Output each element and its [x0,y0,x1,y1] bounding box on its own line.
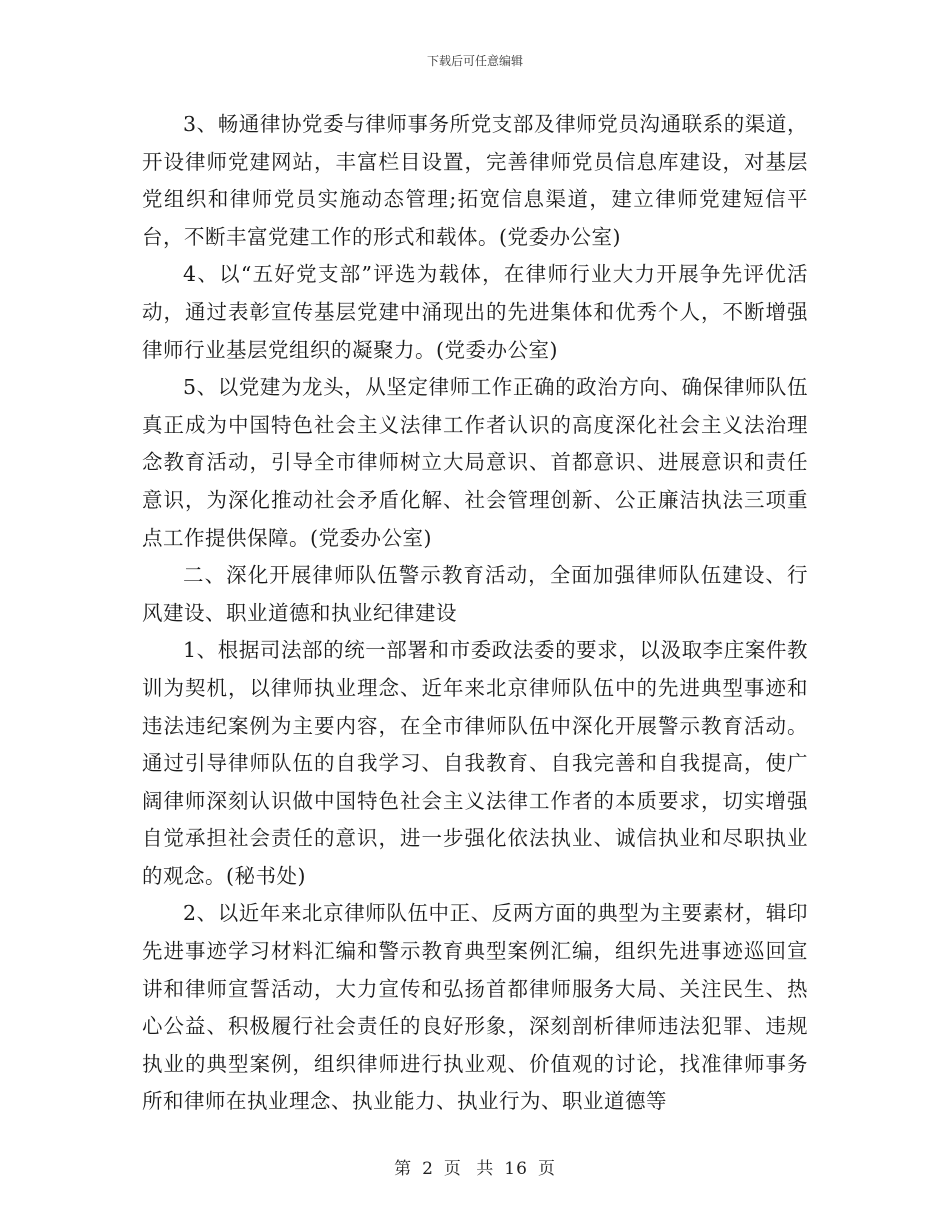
section-heading-2: 二、深化开展律师队伍警示教育活动，全面加强律师队伍建设、行风建设、职业道德和执业纪律建设 [142,563,808,625]
footer-prefix: 第 [394,1159,413,1179]
paragraph-2-typical-cases: 2、以近年来北京律师队伍中正、反两方面的典型为主要素材，辑印先进事迹学习材料汇编和警示教育典型案例汇编，组织先进事迹巡回宣讲和律师宣誓活动，大力宣传和弘扬首都律师服务大局、关注民生、热心公益、积极履行社会责任的良好形象，深刻剖析律师违法犯罪、违规执业的典型案例，组织律师进行执业观、价值观的讨论，找准律师事务所和律师在执业理念、执业能力、执业行为、职业道德等 [142,901,808,1114]
footer-middle: 页 共 [443,1159,495,1179]
header-note: 下载后可任意编辑 [426,54,523,68]
footer-suffix: 页 [537,1159,556,1179]
paragraph-4-five-good-branch: 4、以“五好党支部”评选为载体，在律师行业大力开展争先评优活动，通过表彰宣传基层党建中涌现出的先进集体和优秀个人，不断增强律师行业基层党组织的凝聚力。(党委办公室) [142,262,808,362]
paragraph-1-warning-education: 1、根据司法部的统一部署和市委政法委的要求，以汲取李庄案件教训为契机，以律师执业理念、近年来北京律师队伍中的先进典型事迹和违法违纪案例为主要内容，在全市律师队伍中深化开展警示教育活动。通过引导律师队伍的自我学习、自我教育、自我完善和自我提高，使广阔律师深刻认识做中国特色社会主义法律工作者的本质要求，切实增强自觉承担社会责任的意识，进一步强化依法执业、诚信执业和尽职执业的观念。(秘书处) [142,638,808,888]
body-content [142,106,808,1121]
footer-page-number: 2 [422,1159,434,1179]
page-footer [0,1154,950,1179]
footer-total-pages: 16 [504,1159,528,1179]
paragraph-5-party-building: 5、以党建为龙头，从坚定律师工作正确的政治方向、确保律师队伍真正成为中国特色社会主义法律工作者认识的高度深化社会主义法治理念教育活动，引导全市律师树立大局意识、首都意识、进展意识和责任意识，为深化推动社会矛盾化解、社会管理创新、公正廉洁执法三项重点工作提供保障。(党委办公室) [142,375,808,550]
paragraph-3-party-website: 3、畅通律协党委与律师事务所党支部及律师党员沟通联系的渠道，开设律师党建网站，丰富栏目设置，完善律师党员信息库建设，对基层党组织和律师党员实施动态管理;拓宽信息渠道，建立律师党建短信平台，不断丰富党建工作的形式和载体。(党委办公室) [142,112,808,249]
